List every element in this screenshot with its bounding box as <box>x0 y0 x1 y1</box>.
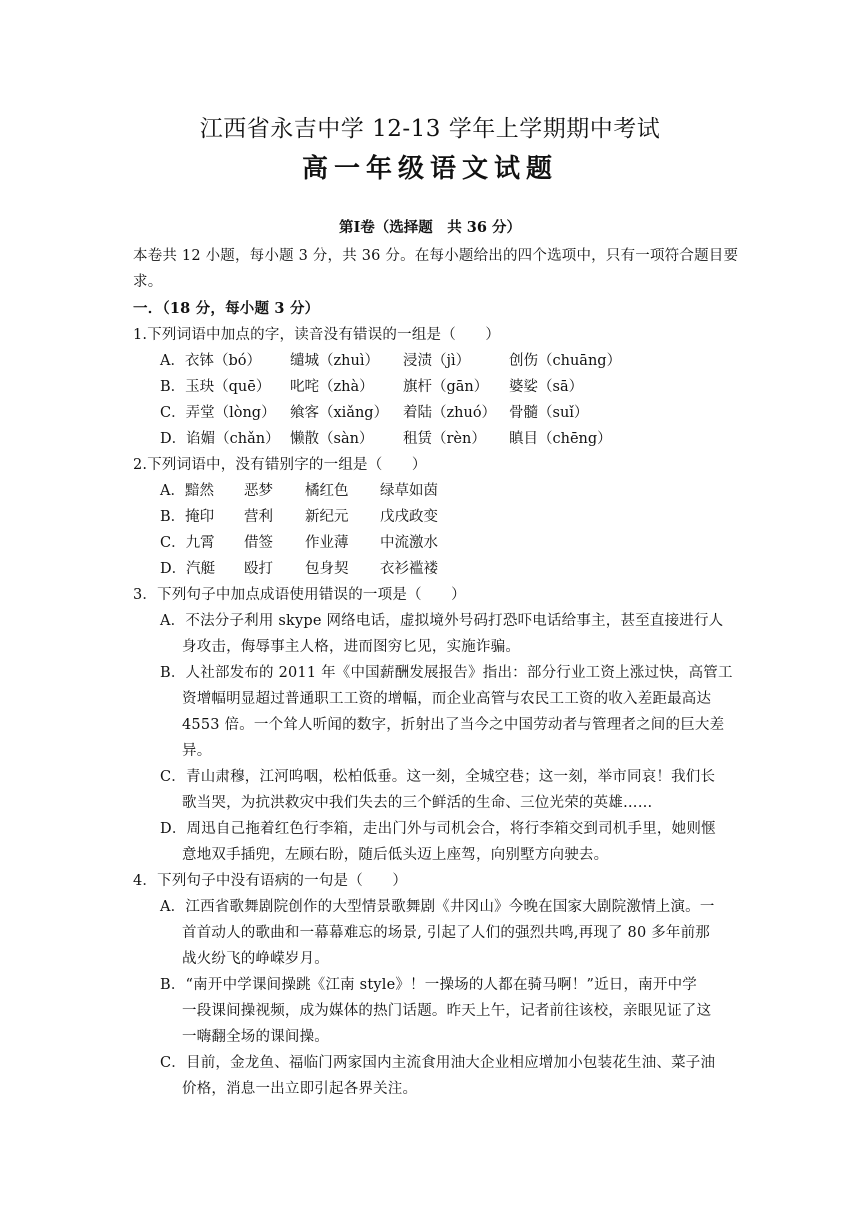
q4-option-b-line-3: 一嗨翻全场的课间操。 <box>182 1029 329 1045</box>
q2-option-d-word-3: 包身契 <box>305 561 349 577</box>
q3-option-b-line-3: 4553 倍。一个耸人听闻的数字，折射出了当今之中国劳动者与管理者之间的巨大差 <box>182 717 725 733</box>
q3-option-c-line-2: 歌当哭，为抗洪救灾中我们失去的三个鲜活的生命、三位光荣的英雄…… <box>182 795 653 811</box>
q1-option-b-word-1: B．玉玦（quē） <box>160 379 271 395</box>
q3-option-d-line-1: D．周迅自己拖着红色行李箱，走出门外与司机会合，将行李箱交到司机手里，她则惬 <box>160 821 716 837</box>
question-2-stem: 2.下列词语中，没有错别字的一组是（ ） <box>133 457 427 473</box>
q3-option-b-line-4: 异。 <box>182 743 212 759</box>
q2-option-b-word-4: 戊戌政变 <box>380 509 438 525</box>
q1-option-c-word-1: C．弄堂（lòng） <box>160 405 276 421</box>
q3-option-b-line-2: 资增幅明显超过普通职工工资的增幅，而企业高管与农民工工资的收入差距最高达 <box>182 691 712 707</box>
q4-option-c-line-2: 价格，消息一出立即引起各界关注。 <box>182 1081 418 1097</box>
section-title: 第Ⅰ卷（选择题 共 36 分） <box>338 219 522 236</box>
exam-subtitle: 高一年级语文试题 <box>301 154 558 184</box>
q1-option-a-word-4: 创伤（chuāng） <box>509 353 622 369</box>
question-4-stem: 4．下列句子中没有语病的一句是（ ） <box>133 873 408 889</box>
q3-option-d-line-2: 意地双手插兜，左顾右盼，随后低头迈上座驾，向别墅方向驶去。 <box>182 847 609 863</box>
q2-option-b-word-3: 新纪元 <box>305 509 349 525</box>
q3-option-a-line-2: 身攻击，侮辱事主人格，进而图穷匕见，实施诈骗。 <box>182 639 521 655</box>
q2-option-c-word-2: 借签 <box>244 535 273 551</box>
q1-option-d-word-3: 租赁（rèn） <box>403 431 486 447</box>
q2-option-d-word-4: 衣衫褴褛 <box>380 561 438 577</box>
q1-option-c-word-3: 着陆（zhuó） <box>403 405 497 421</box>
q1-option-a-word-3: 浸渍（jì） <box>403 353 471 369</box>
q1-option-a-word-1: A．衣钵（bó） <box>160 353 261 369</box>
q4-option-c-line-1: C．目前，金龙鱼、福临门两家国内主流食用油大企业相应增加小包装花生油、菜子油 <box>160 1055 716 1071</box>
q2-option-a-word-1: A．黯然 <box>160 483 214 499</box>
section-intro-line-1: 本卷共 12 小题，每小题 3 分，共 36 分。在每小题给出的四个选项中，只有一项符合题目要 <box>133 248 739 264</box>
q1-option-d-word-1: D．谄媚（chǎn） <box>160 431 280 447</box>
q3-option-a-line-1: A．不法分子利用 skype 网络电话，虚拟境外号码打恐吓电话给事主，甚至直接进行人 <box>160 613 724 629</box>
q4-option-b-line-2: 一段课间操视频，成为媒体的热门话题。昨天上午，记者前往该校，亲眼见证了这 <box>182 1003 712 1019</box>
q3-option-b-line-1: B．人社部发布的 2011 年《中国薪酬发展报告》指出：部分行业工资上涨过快，高管工 <box>160 665 733 681</box>
q1-option-b-word-2: 叱咤（zhà） <box>290 379 374 395</box>
q1-option-c-word-4: 骨髓（suǐ） <box>509 405 589 421</box>
part-one-heading: 一．（18 分，每小题 3 分） <box>133 300 320 317</box>
q1-option-c-word-2: 飨客（xiǎng） <box>290 405 389 421</box>
q2-option-d-word-2: 殴打 <box>244 561 273 577</box>
q2-option-c-word-4: 中流激水 <box>380 535 438 551</box>
q3-option-c-line-1: C．青山肃穆，江河呜咽，松柏低垂。这一刻，全城空巷；这一刻，举市同哀！我们长 <box>160 769 716 785</box>
q1-option-d-word-4: 瞋目（chēng） <box>509 431 612 447</box>
q2-option-b-word-2: 营利 <box>244 509 273 525</box>
q4-option-a-line-2: 首首动人的歌曲和一幕幕难忘的场景, 引起了人们的强烈共鸣,再现了 80 多年前那 <box>182 925 710 941</box>
q2-option-a-word-2: 恶梦 <box>244 483 273 499</box>
q1-option-b-word-4: 婆娑（sā） <box>509 379 584 395</box>
q4-option-a-line-1: A．江西省歌舞剧院创作的大型情景歌舞剧《井冈山》今晚在国家大剧院激情上演。一 <box>160 899 715 915</box>
q2-option-c-word-3: 作业薄 <box>305 535 349 551</box>
q2-option-a-word-3: 橘红色 <box>305 483 349 499</box>
q4-option-a-line-3: 战火纷飞的峥嵘岁月。 <box>182 951 329 967</box>
q4-option-b-line-1: B．“南开中学课间操跳《江南 style》！一操场的人都在骑马啊！”近日，南开中学 <box>160 977 697 993</box>
question-1-stem: 1.下列词语中加点的字，读音没有错误的一组是（ ） <box>133 327 501 343</box>
section-intro-line-2: 求。 <box>133 274 163 290</box>
q2-option-c-word-1: C．九霄 <box>160 535 215 551</box>
q2-option-d-word-1: D．汽艇 <box>160 561 216 577</box>
q2-option-a-word-4: 绿草如茵 <box>380 483 438 499</box>
question-3-stem: 3．下列句子中加点成语使用错误的一项是（ ） <box>133 587 466 603</box>
q1-option-a-word-2: 缱城（zhuì） <box>290 353 379 369</box>
q1-option-b-word-3: 旗杆（gān） <box>403 379 489 395</box>
q2-option-b-word-1: B．掩印 <box>160 509 215 525</box>
exam-title: 江西省永吉中学 12-13 学年上学期期中考试 <box>199 116 661 142</box>
q1-option-d-word-2: 懒散（sàn） <box>290 431 374 447</box>
